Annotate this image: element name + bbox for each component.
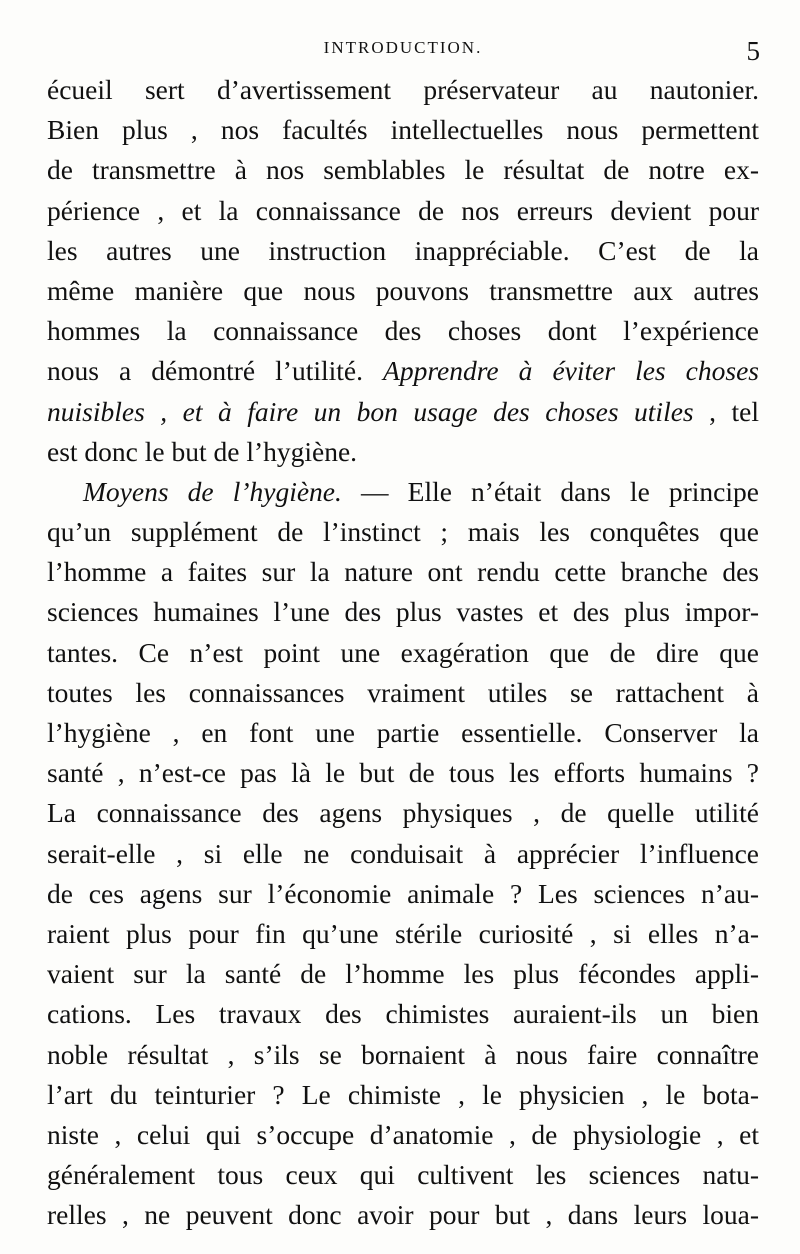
text-run: l’art du teinturier ? Le chimiste , le physicien , le bota- — [47, 1078, 759, 1110]
text-line — [47, 271, 759, 311]
text-run: santé , n’est-ce pas là le but de tous les efforts humains ? — [47, 757, 759, 789]
text-run: l’hygiène , en font une partie essentielle. Conserver la — [47, 717, 759, 748]
text-line — [47, 753, 759, 793]
text-line — [47, 351, 759, 391]
text-line — [47, 110, 759, 150]
text-run: relles , ne peuvent donc avoir pour but , dans leurs loua- — [47, 1199, 759, 1231]
text-run: tantes. Ce n’est point une exagération que de dire que — [47, 636, 759, 668]
text-line — [47, 231, 759, 271]
text-run: , tel — [693, 395, 759, 427]
text-line — [47, 552, 759, 592]
text-run: vaient sur la santé de l’homme les plus fécondes appli- — [47, 958, 759, 990]
text-run: écueil sert d’avertissement préservateur au nautonier. — [47, 74, 759, 105]
text-line — [47, 311, 759, 351]
text-line — [47, 1155, 759, 1195]
text-run: nous a démontré l’utilité. — [47, 355, 384, 387]
text-line — [47, 954, 759, 994]
text-run: même manière que nous pouvons transmettre aux autres — [47, 274, 759, 306]
text-run: noble résultat , s’ils se bornaient à nous faire connaître — [47, 1038, 759, 1070]
running-head-title: INTRODUCTION. — [323, 38, 483, 57]
text-line — [47, 191, 759, 231]
text-run: est donc le but de l’hygiène. — [47, 435, 358, 467]
text-line — [47, 713, 759, 753]
text-line — [47, 673, 759, 713]
text-line — [47, 834, 759, 874]
text-line — [47, 432, 759, 472]
italic-text-run: Moyens de l’hygiène. — [83, 475, 342, 507]
text-run: serait-elle , si elle ne conduisait à apprécier l’influence — [47, 837, 759, 869]
text-run: niste , celui qui s’occupe d’anatomie , de physiologie , et — [47, 1118, 759, 1150]
body-text — [47, 70, 759, 1235]
text-line — [47, 512, 759, 552]
text-line — [47, 392, 759, 432]
text-run: La connaissance des agens physiques , de quelle utilité — [47, 797, 759, 829]
text-run: les autres une instruction inappréciable. C’est de la — [47, 234, 759, 266]
text-line — [47, 633, 759, 673]
text-run: toutes les connaissances vraiment utiles se rattachent à — [47, 676, 759, 708]
text-line — [47, 1035, 759, 1075]
page-number: 5 — [746, 36, 760, 66]
italic-text-run: nuisibles , et à faire un bon usage des choses utiles — [47, 395, 694, 427]
text-line — [47, 793, 759, 833]
text-line — [47, 874, 759, 914]
text-run: cations. Les travaux des chimistes auraient-ils un bien — [47, 998, 759, 1030]
text-line — [47, 1115, 759, 1155]
text-run: raient plus pour fin qu’une stérile curiosité , si elles n’a- — [47, 917, 759, 949]
text-run: l’homme a faites sur la nature ont rendu cette branche des — [47, 556, 759, 588]
text-line — [47, 1075, 759, 1115]
text-line — [47, 150, 759, 190]
text-run: hommes la connaissance des choses dont l’expérience — [47, 315, 759, 347]
text-line — [47, 592, 759, 632]
text-line — [47, 472, 759, 512]
italic-text-run: Apprendre à éviter les choses — [383, 355, 759, 387]
text-run: — Elle n’était dans le principe — [341, 475, 759, 507]
text-line — [47, 914, 759, 954]
text-run: Bien plus , nos facultés intellectuelles nous permettent — [47, 114, 759, 146]
text-line — [47, 994, 759, 1034]
text-run: généralement tous ceux qui cultivent les sciences natu- — [47, 1159, 759, 1191]
text-run: qu’un supplément de l’instinct ; mais les conquêtes que — [47, 516, 759, 548]
text-run: de transmettre à nos semblables le résultat de notre ex- — [47, 154, 759, 186]
text-line — [47, 1195, 759, 1235]
text-run: de ces agens sur l’économie animale ? Les sciences n’au- — [47, 877, 759, 909]
text-run: périence , et la connaissance de nos erreurs devient pour — [47, 194, 759, 226]
text-run: sciences humaines l’une des plus vastes et des plus impor- — [47, 596, 759, 628]
text-line — [47, 70, 759, 110]
running-head — [46, 36, 760, 68]
